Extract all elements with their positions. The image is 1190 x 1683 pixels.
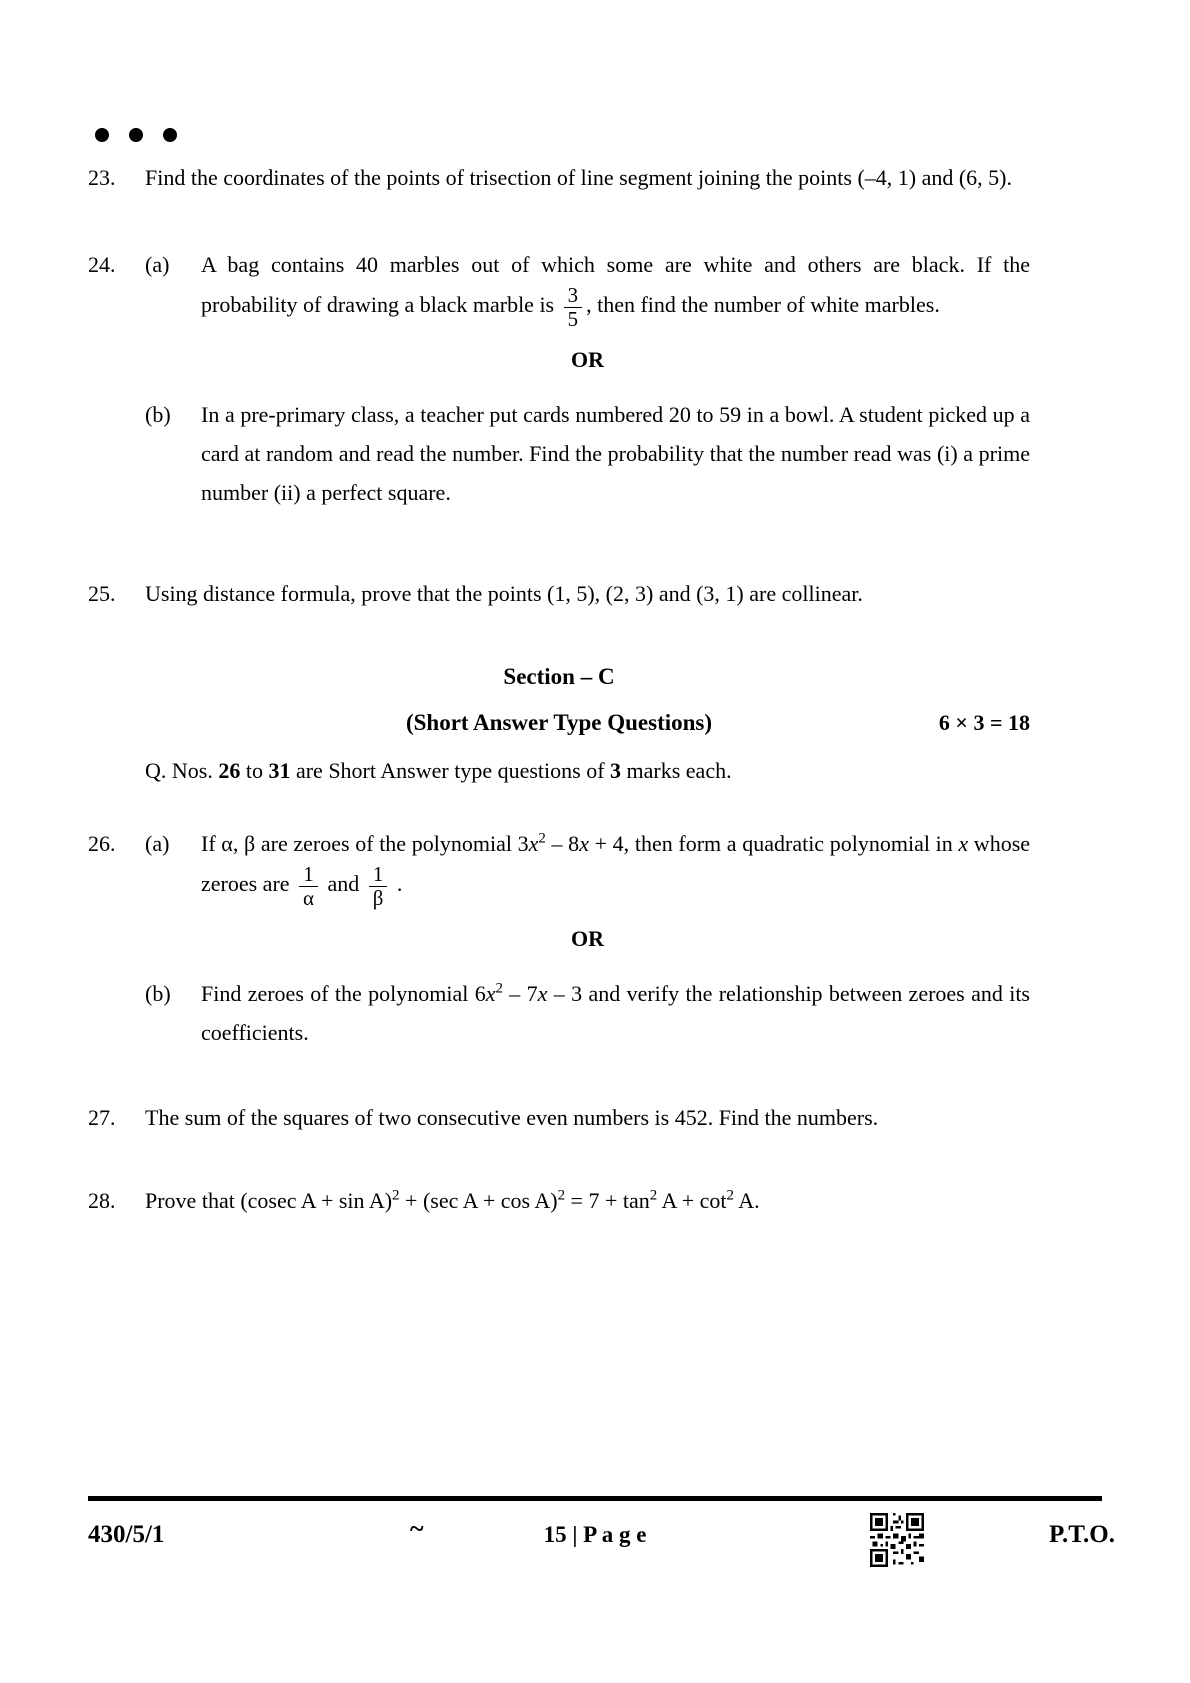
page-footer: [88, 1496, 1115, 1621]
part-b-label: (b): [145, 402, 171, 428]
question-25: [88, 574, 1030, 613]
question-24: [88, 245, 1030, 512]
question-23: [88, 158, 1030, 197]
dot-icon: [129, 128, 143, 142]
tilde-mark: ~: [410, 1514, 424, 1543]
question-24-part-a: [145, 245, 1030, 330]
question-28: [88, 1181, 1030, 1220]
page-number-label: 15 | P a g e: [543, 1522, 647, 1547]
question-24-part-b: [145, 395, 1030, 512]
question-26: [88, 824, 1030, 1052]
or-separator: OR: [571, 926, 604, 952]
question-27-text: The sum of the squares of two consecutive even numbers is 452. Find the numbers.: [145, 1105, 879, 1131]
part-a-label: (a): [145, 252, 170, 277]
question-23-number: 23.: [88, 165, 116, 190]
question-26b-text: Find zeroes of the polynomial $6x^2 - 7x - 3$ and verify the relationship between zeroes and its coefficients.: [201, 980, 1030, 1046]
question-24-number: 24.: [88, 252, 116, 277]
or-separator: OR: [571, 347, 604, 373]
part-a-label: (a): [145, 831, 170, 857]
question-23-text: Find the coordinates of the points of trisection of line segment joining the points (–4, 1) and (6, 5).: [145, 165, 1013, 190]
paper-code: 430/5/1: [88, 1521, 165, 1548]
section-c-header: [88, 661, 1030, 790]
question-26-part-a: [145, 824, 1030, 909]
section-subtitle: (Short Answer Type Questions): [405, 710, 713, 736]
question-28-number: 28.: [88, 1188, 116, 1214]
section-subtitle-row: [88, 707, 1030, 739]
question-25-text: Using distance formula, prove that the points (1, 5), (2, 3) and (3, 1) are collinear.: [145, 581, 863, 607]
question-27: [88, 1098, 1030, 1137]
question-26-number: 26.: [88, 831, 116, 857]
question-26a-text: If α, β are zeroes of the polynomial $3x^2 - 8x + 4$, then form a quadratic polynomial in x whose zeroes are $\frac{1}{\alpha}$ and $\frac{1}{\beta}$ .: [201, 830, 1031, 910]
section-title: Section – C: [503, 664, 615, 690]
pto-label: P.T.O.: [1049, 1521, 1115, 1548]
question-26-part-b: [145, 974, 1030, 1052]
question-24a-text: A bag contains 40 marbles out of which some are white and others are black. If the probability of drawing a black marble is $\frac{3}{5}$ , then find the number of white marbles.: [201, 252, 1030, 331]
dot-icon: [95, 128, 109, 142]
question-27-number: 27.: [88, 1105, 116, 1131]
ellipsis-dots-icon: [88, 128, 1030, 142]
question-24b-text: In a pre-primary class, a teacher put cards numbered 20 to 59 in a bowl. A student picked up a card at random and read the number. Find the probability that the number read was (i) a prime number (ii) a perfect square.: [201, 402, 1030, 506]
section-note: Q. Nos. 26 to 31 are Short Answer type questions of 3 marks each.: [145, 758, 732, 784]
question-28-text: Prove that (cosec A + sin A)$^2$ + (sec $A + \cos A)^2 = 7 + \tan^2 A + \cot^2 A$.: [145, 1187, 760, 1214]
question-25-number: 25.: [88, 581, 116, 607]
dot-icon: [163, 128, 177, 142]
section-marks: 6 × 3 = 18: [938, 710, 1030, 736]
qr-code-icon: [870, 1513, 924, 1567]
part-b-label: (b): [145, 981, 171, 1007]
